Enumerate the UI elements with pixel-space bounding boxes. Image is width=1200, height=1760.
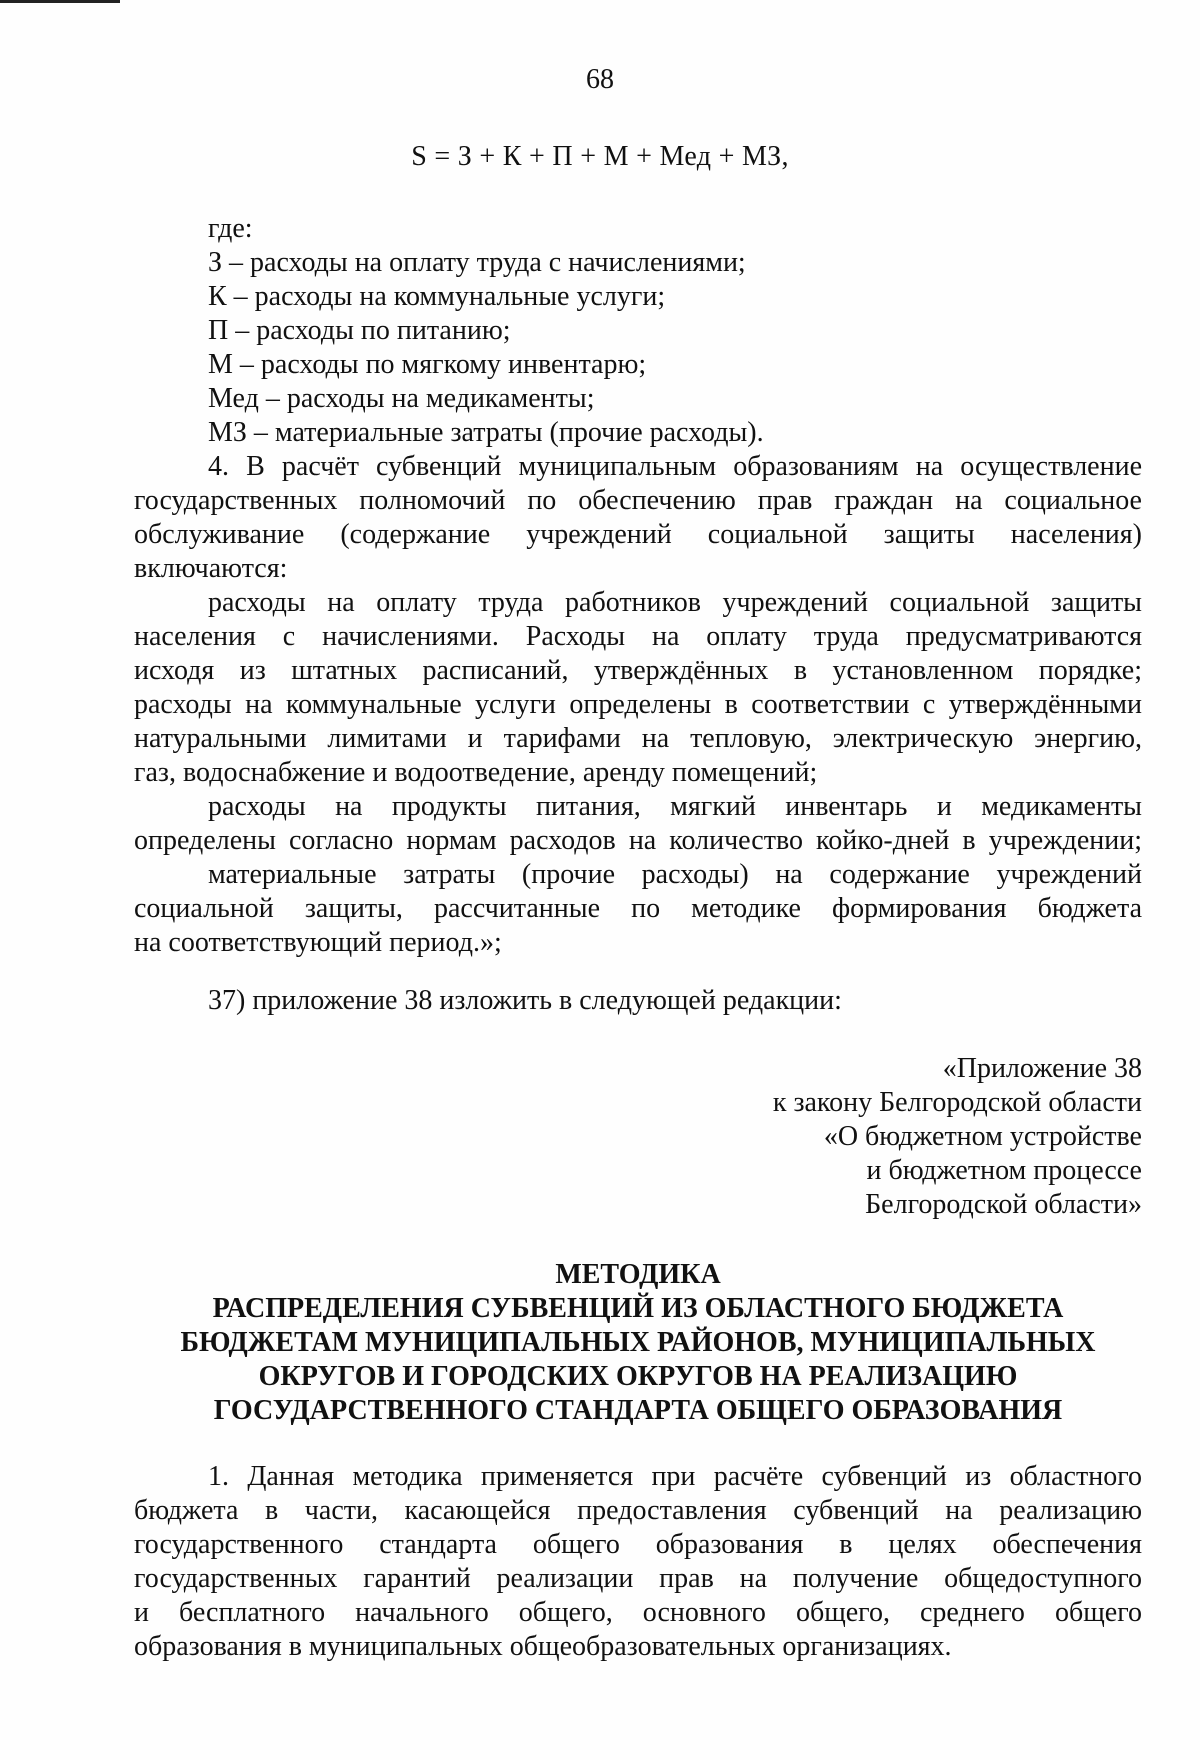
paragraph-4 xyxy=(134,450,1142,586)
paragraph-line: расходы на коммунальные услуги определены в соответствии с утверждёнными xyxy=(134,689,1142,720)
legend-item: М – расходы по мягкому инвентарю; xyxy=(208,349,647,380)
paragraph-line: социальной защиты, рассчитанные по методике формирования бюджета xyxy=(134,893,1142,924)
legend-item: К – расходы на коммунальные услуги; xyxy=(208,281,666,312)
title-line: ОКРУГОВ И ГОРОДСКИХ ОКРУГОВ НА РЕАЛИЗАЦИЮ xyxy=(258,1361,1018,1392)
title-line: ГОСУДАРСТВЕННОГО СТАНДАРТА ОБЩЕГО ОБРАЗОВАНИЯ xyxy=(213,1395,1063,1426)
scan-edge-mark xyxy=(0,0,120,3)
page-number: 68 xyxy=(586,64,614,95)
appendix-line: к закону Белгородской области xyxy=(772,1087,1142,1118)
paragraph-line: населения с начислениями. Расходы на оплату труда предусматриваются xyxy=(134,621,1142,652)
paragraph-line: исходя из штатных расписаний, утверждённых в установленном порядке; xyxy=(134,655,1142,686)
paragraph-line: на соответствующий период.»; xyxy=(134,927,502,958)
paragraph-1 xyxy=(134,1460,1142,1664)
legend-item: Мед – расходы на медикаменты; xyxy=(208,383,595,414)
legend-intro: где: xyxy=(208,213,253,244)
paragraph-line: газ, водоснабжение и водоотведение, аренду помещений; xyxy=(134,757,818,788)
paragraph-line: и бесплатного начального общего, основного общего, среднего общего xyxy=(134,1597,1142,1628)
paragraph-line: расходы на продукты питания, мягкий инвентарь и медикаменты xyxy=(208,791,1142,822)
paragraph-line: государственного стандарта общего образования в целях обеспечения xyxy=(134,1529,1142,1560)
paragraph-line: обслуживание (содержание учреждений социальной защиты населения) xyxy=(134,519,1142,550)
paragraph-line: материальные затраты (прочие расходы) на содержание учреждений xyxy=(208,859,1142,890)
paragraph-line: государственных гарантий реализации прав на получение общедоступного xyxy=(134,1563,1142,1594)
paragraph-line: 1. Данная методика применяется при расчёте субвенций из областного xyxy=(208,1461,1142,1492)
paragraph-line: образования в муниципальных общеобразовательных организациях. xyxy=(134,1631,952,1662)
appendix-line: Белгородской области» xyxy=(865,1189,1142,1220)
legend-item: П – расходы по питанию; xyxy=(208,315,511,346)
paragraph-line: государственных полномочий по обеспечению прав граждан на социальное xyxy=(134,485,1142,516)
formula: S = З + К + П + М + Мед + МЗ, xyxy=(411,141,789,172)
paragraph-line: расходы на оплату труда работников учреждений социальной защиты xyxy=(208,587,1142,618)
paragraph-food xyxy=(134,790,1142,858)
legend-item: З – расходы на оплату труда с начислениями; xyxy=(208,247,746,278)
item-37-text: 37) приложение 38 изложить в следующей редакции: xyxy=(208,985,842,1016)
appendix-line: «О бюджетном устройстве xyxy=(823,1121,1142,1152)
paragraph-salary xyxy=(134,586,1142,790)
document-title xyxy=(134,1258,1142,1428)
paragraph-line: натуральными лимитами и тарифами на тепловую, электрическую энергию, xyxy=(134,723,1142,754)
title-line: РАСПРЕДЕЛЕНИЯ СУБВЕНЦИЙ ИЗ ОБЛАСТНОГО БЮДЖЕТА xyxy=(212,1293,1064,1324)
paragraph-line: 4. В расчёт субвенций муниципальным образованиям на осуществление xyxy=(208,451,1142,482)
title-line: МЕТОДИКА xyxy=(555,1259,721,1290)
appendix-reference xyxy=(773,1052,1142,1222)
paragraph-material xyxy=(134,858,1142,960)
item-37 xyxy=(134,984,1142,1018)
paragraph-line: бюджета в части, касающейся предоставления субвенций на реализацию xyxy=(134,1495,1142,1526)
legend-item: МЗ – материальные затраты (прочие расходы). xyxy=(208,417,764,448)
appendix-line: и бюджетном процессе xyxy=(866,1155,1142,1186)
paragraph-line: включаются: xyxy=(134,553,288,584)
paragraph-line: определены согласно нормам расходов на количество койко-дней в учреждении; xyxy=(134,825,1142,856)
title-line: БЮДЖЕТАМ МУНИЦИПАЛЬНЫХ РАЙОНОВ, МУНИЦИПАЛЬНЫХ xyxy=(180,1327,1096,1358)
appendix-line: «Приложение 38 xyxy=(942,1053,1142,1084)
formula-legend xyxy=(134,212,1142,450)
